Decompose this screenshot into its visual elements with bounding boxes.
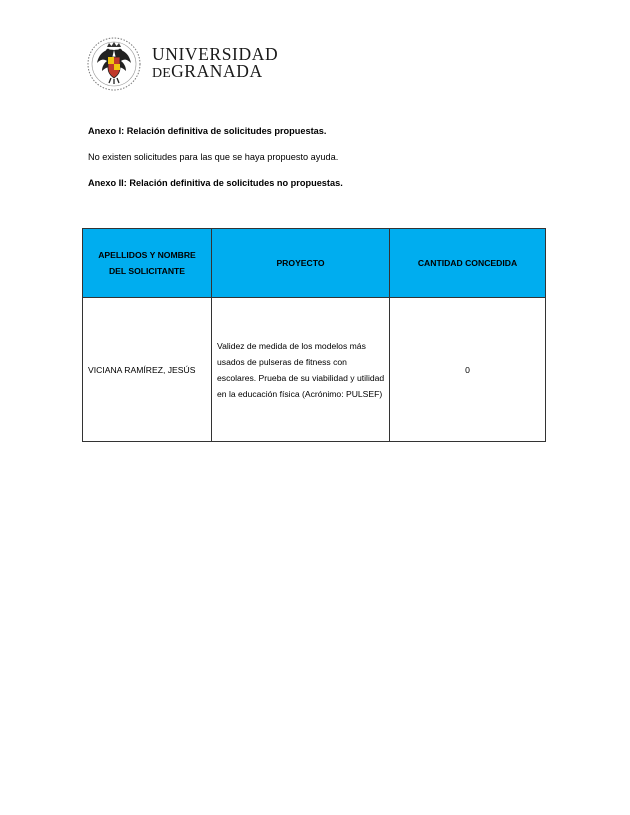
- university-name-prefix: DE: [152, 66, 172, 81]
- amount-cell: 0: [390, 298, 546, 442]
- applications-table: [82, 228, 546, 442]
- university-name-city: GRANADA: [171, 61, 263, 81]
- applicant-cell: VICIANA RAMÍREZ, JESÚS: [83, 298, 212, 442]
- column-header-amount: CANTIDAD CONCEDIDA: [390, 229, 546, 298]
- table-header-row: [83, 229, 546, 298]
- project-cell: Validez de medida de los modelos más usados de pulseras de fitness con escolares. Prueba de su viabilidad y utilidad en la educación física (Acrónimo: PULSEF): [212, 298, 390, 442]
- annex1-note: No existen solicitudes para las que se haya propuesto ayuda.: [88, 152, 339, 162]
- university-header: [86, 36, 278, 92]
- university-name-line2: [152, 63, 278, 82]
- column-header-project: PROYECTO: [212, 229, 390, 298]
- university-seal-icon: [86, 36, 142, 92]
- annex1-title: Anexo I: Relación definitiva de solicitudes propuestas.: [88, 126, 327, 136]
- table-row: [83, 298, 546, 442]
- column-header-applicant: APELLIDOS Y NOMBRE DEL SOLICITANTE: [83, 229, 212, 298]
- annex2-title: Anexo II: Relación definitiva de solicitudes no propuestas.: [88, 178, 343, 188]
- university-name: [152, 46, 278, 82]
- university-name-line1: UNIVERSIDAD: [152, 44, 279, 64]
